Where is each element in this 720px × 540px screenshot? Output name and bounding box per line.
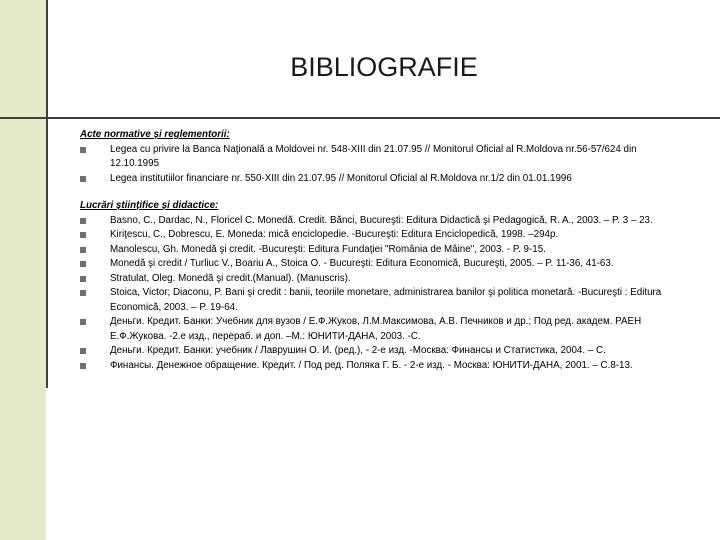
square-bullet-icon [80,247,86,253]
scientific-list [80,214,684,374]
list-item: Legea cu privire la Banca Naţională a Moldovei nr. 548-XIII din 21.07.95 // Monitorul Oficial al R.Moldova nr.56-57/624 din 12.10.1995 [80,143,684,172]
list-item: Basno, C., Dardac, N., Floricel C. Monedă. Credit. Bănci, Bucureşti: Editura Didactică şi Pedagogică, R. A., 2003. – P. 3 – 23. [80,214,684,229]
left-decorative-band [0,0,46,540]
square-bullet-icon [80,218,86,224]
square-bullet-icon [80,290,86,296]
square-bullet-icon [80,176,86,182]
list-item: Финансы. Денежное обращение. Кредит. / Под ред. Поляка Г. Б. - 2-е изд. - Москва: ЮНИТИ-ДАНА, 2001. – С.8-13. [80,359,684,374]
list-item: Legea institutiilor financiare nr. 550-XIII din 21.07.95 // Monitorul Oficial al R.Moldova nr.1/2 din 01.01.1996 [80,172,684,187]
list-item: Monedă şi credit / Turliuc V., Boariu A., Stoica O. - Bucureşti: Editura Economică, Bucureşti, 2005. – P. 11-36, 41-63. [80,257,684,272]
list-item: Stratulat, Oleg. Monedă şi credit.(Manual). (Manuscris). [80,272,684,287]
square-bullet-icon [80,147,86,153]
square-bullet-icon [80,348,86,354]
square-bullet-icon [80,232,86,238]
square-bullet-icon [80,319,86,325]
section-heading-normative: Acte normative și reglementorii: [80,129,230,140]
square-bullet-icon [80,261,86,267]
section-heading-scientific: Lucrări științifice și didactice: [80,200,219,211]
list-item: Деньги. Кредит. Банки: учебник / Лаврушин О. И. (ред.), - 2-е изд. -Москва: Финансы и Статистика, 2004. – С. [80,344,684,359]
horizontal-divider [0,117,720,119]
page-title: BIBLIOGRAFIE [290,52,478,82]
bibliography-content [80,128,684,373]
list-item: Manolescu, Gh. Monedă şi credit. -Bucureşti: Editura Fundaţiei "România de Mâine", 2003. - P. 9-15. [80,243,684,258]
list-item: Stoica, Victor; Diaconu, P. Bani şi credit : banii, teoriile monetare, administrarea banilor şi politica monetară. -Bucureşti : Editura Economică, 2003. – P. 19-64. [80,286,684,315]
normative-list [80,143,684,187]
list-item: Деньги. Кредит. Банки: Учебник для вузов / Е.Ф.Жуков, Л.М.Максимова, А.В. Печников и др.; Под ред. академ. РАЕН Е.Ф.Жукова. -2.е изд., перераб. и доп. –М.: ЮНИТИ-ДАНА, 2003. -С. [80,315,684,344]
square-bullet-icon [80,363,86,369]
list-item: Kiriţescu, C., Dobrescu, E. Moneda: mică enciclopedie. -Bucureşti: Editura Enciclopedică, 1998. –294p. [80,228,684,243]
square-bullet-icon [80,276,86,282]
